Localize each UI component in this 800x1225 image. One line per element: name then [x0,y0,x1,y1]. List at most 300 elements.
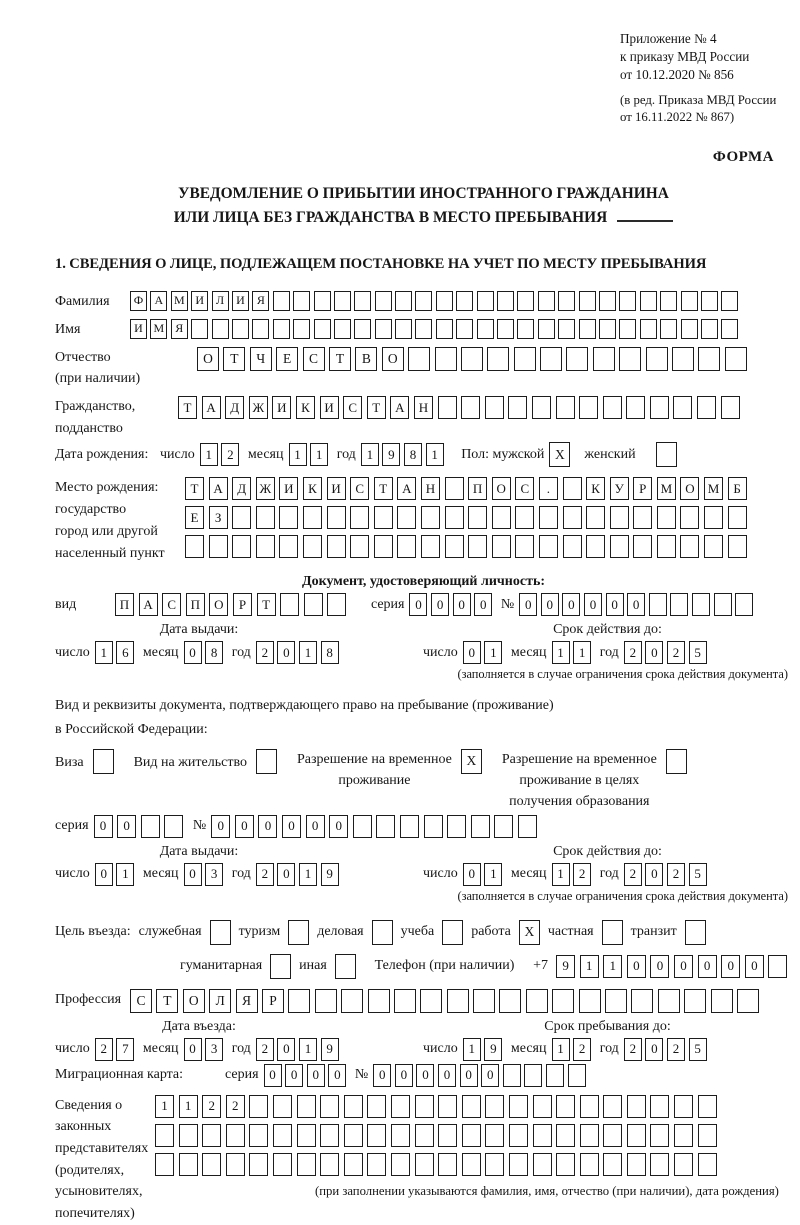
char-box[interactable]: 2 [667,641,685,664]
checkbox[interactable] [256,749,277,774]
char-box[interactable]: 0 [416,1064,434,1087]
char-box[interactable] [487,347,509,371]
char-box[interactable] [509,1124,528,1147]
char-box[interactable] [517,291,534,311]
char-box[interactable] [593,347,615,371]
char-box[interactable] [344,1153,363,1176]
char-box[interactable]: К [296,396,315,419]
char-box[interactable] [586,535,605,558]
char-box[interactable] [212,319,229,339]
char-box[interactable] [670,593,688,616]
char-box[interactable] [566,347,588,371]
char-box[interactable] [650,396,669,419]
char-box[interactable] [395,319,412,339]
char-box[interactable]: У [610,477,629,500]
char-box[interactable] [599,319,616,339]
char-box[interactable] [580,1124,599,1147]
char-box[interactable] [468,506,487,529]
char-box[interactable] [320,1153,339,1176]
char-box[interactable]: П [115,593,134,616]
char-box[interactable] [627,1095,646,1118]
char-box[interactable] [447,989,469,1013]
char-box[interactable] [728,506,747,529]
char-box[interactable]: В [355,347,377,371]
char-box[interactable] [179,1124,198,1147]
char-box[interactable] [619,347,641,371]
char-box[interactable] [279,535,298,558]
char-box[interactable] [701,291,718,311]
char-box[interactable] [293,291,310,311]
char-box[interactable] [698,1124,717,1147]
char-box[interactable] [445,535,464,558]
char-box[interactable] [627,1124,646,1147]
char-box[interactable]: Ж [256,477,275,500]
char-box[interactable]: 0 [235,815,254,838]
char-box[interactable] [367,1153,386,1176]
char-box[interactable]: 3 [205,863,223,886]
char-box[interactable]: А [390,396,409,419]
char-box[interactable] [376,815,395,838]
char-box[interactable] [375,291,392,311]
char-box[interactable]: 1 [289,443,307,466]
char-box[interactable]: Я [236,989,258,1013]
char-box[interactable] [728,535,747,558]
char-box[interactable]: 0 [373,1064,391,1087]
char-box[interactable]: С [303,347,325,371]
char-box[interactable] [391,1095,410,1118]
char-box[interactable] [232,535,251,558]
char-box[interactable]: 1 [95,641,113,664]
char-box[interactable]: 0 [117,815,136,838]
char-box[interactable]: 0 [645,863,663,886]
char-box[interactable]: 0 [481,1064,499,1087]
checkbox[interactable]: X [461,749,482,774]
char-box[interactable] [485,1124,504,1147]
char-box[interactable]: И [320,396,339,419]
char-box[interactable] [477,291,494,311]
char-box[interactable] [232,506,251,529]
char-box[interactable] [499,989,521,1013]
char-box[interactable] [461,396,480,419]
char-box[interactable] [698,1153,717,1176]
char-box[interactable]: 0 [95,863,113,886]
char-box[interactable]: 1 [484,863,502,886]
char-box[interactable] [468,535,487,558]
char-box[interactable] [524,1064,542,1087]
char-box[interactable] [684,989,706,1013]
char-box[interactable]: 0 [627,593,645,616]
char-box[interactable]: 1 [200,443,218,466]
char-box[interactable]: 0 [94,815,113,838]
char-box[interactable] [658,989,680,1013]
char-box[interactable]: Е [276,347,298,371]
char-box[interactable]: О [197,347,219,371]
char-box[interactable]: 0 [460,1064,478,1087]
char-box[interactable]: И [191,291,208,311]
checkbox[interactable] [602,920,623,945]
char-box[interactable] [341,989,363,1013]
char-box[interactable]: Т [178,396,197,419]
char-box[interactable] [674,1153,693,1176]
char-box[interactable] [462,1153,481,1176]
char-box[interactable] [515,535,534,558]
char-box[interactable] [603,1153,622,1176]
char-box[interactable]: О [382,347,404,371]
char-box[interactable] [397,535,416,558]
char-box[interactable] [492,535,511,558]
char-box[interactable] [462,1095,481,1118]
char-box[interactable]: 0 [674,955,693,978]
char-box[interactable] [374,506,393,529]
char-box[interactable] [297,1153,316,1176]
char-box[interactable]: 0 [606,593,624,616]
char-box[interactable] [711,989,733,1013]
char-box[interactable]: Е [185,506,204,529]
char-box[interactable] [514,347,536,371]
char-box[interactable] [533,1124,552,1147]
char-box[interactable] [447,815,466,838]
char-box[interactable] [485,1153,504,1176]
checkbox[interactable] [288,920,309,945]
char-box[interactable]: Б [728,477,747,500]
char-box[interactable] [698,1095,717,1118]
char-box[interactable]: 2 [202,1095,221,1118]
char-box[interactable]: 0 [721,955,740,978]
char-box[interactable] [539,506,558,529]
char-box[interactable] [320,1124,339,1147]
char-box[interactable] [461,347,483,371]
char-box[interactable] [344,1095,363,1118]
char-box[interactable]: К [303,477,322,500]
char-box[interactable]: Т [367,396,386,419]
char-box[interactable]: 0 [277,1038,295,1061]
char-box[interactable]: 9 [321,863,339,886]
char-box[interactable] [350,535,369,558]
char-box[interactable] [485,396,504,419]
char-box[interactable] [681,291,698,311]
char-box[interactable] [473,989,495,1013]
char-box[interactable]: 0 [307,1064,325,1087]
char-box[interactable] [619,319,636,339]
char-box[interactable] [674,1095,693,1118]
char-box[interactable] [179,1153,198,1176]
char-box[interactable]: 6 [116,641,134,664]
char-box[interactable]: 1 [116,863,134,886]
char-box[interactable]: 1 [299,1038,317,1061]
char-box[interactable] [538,319,555,339]
char-box[interactable]: 9 [321,1038,339,1061]
char-box[interactable]: 5 [689,1038,707,1061]
char-box[interactable] [672,347,694,371]
char-box[interactable] [735,593,753,616]
char-box[interactable] [503,1064,521,1087]
char-box[interactable] [297,1095,316,1118]
char-box[interactable]: . [539,477,558,500]
char-box[interactable] [226,1153,245,1176]
char-box[interactable]: А [150,291,167,311]
char-box[interactable] [273,291,290,311]
char-box[interactable]: Л [212,291,229,311]
char-box[interactable]: М [657,477,676,500]
char-box[interactable] [397,506,416,529]
char-box[interactable] [185,535,204,558]
char-box[interactable] [226,1124,245,1147]
char-box[interactable] [327,535,346,558]
char-box[interactable]: Ф [130,291,147,311]
char-box[interactable] [579,989,601,1013]
char-box[interactable] [552,989,574,1013]
char-box[interactable] [315,989,337,1013]
char-box[interactable] [155,1153,174,1176]
char-box[interactable] [714,593,732,616]
char-box[interactable] [415,1153,434,1176]
char-box[interactable]: 0 [541,593,559,616]
char-box[interactable] [279,506,298,529]
char-box[interactable]: 0 [329,815,348,838]
char-box[interactable]: 0 [698,955,717,978]
char-box[interactable]: 1 [463,1038,481,1061]
char-box[interactable] [374,535,393,558]
char-box[interactable]: С [130,989,152,1013]
char-box[interactable] [649,593,667,616]
char-box[interactable] [660,319,677,339]
char-box[interactable] [563,506,582,529]
char-box[interactable] [421,506,440,529]
char-box[interactable] [492,506,511,529]
char-box[interactable] [660,291,677,311]
char-box[interactable]: И [279,477,298,500]
char-box[interactable] [568,1064,586,1087]
char-box[interactable]: 1 [552,1038,570,1061]
char-box[interactable] [674,1124,693,1147]
char-box[interactable] [155,1124,174,1147]
char-box[interactable]: Т [156,989,178,1013]
char-box[interactable] [556,1124,575,1147]
char-box[interactable]: 0 [463,863,481,886]
char-box[interactable] [327,593,346,616]
title-blank-line[interactable] [617,207,673,222]
char-box[interactable] [517,319,534,339]
char-box[interactable] [558,319,575,339]
char-box[interactable] [497,291,514,311]
char-box[interactable] [304,593,323,616]
char-box[interactable]: 1 [603,955,622,978]
char-box[interactable] [704,506,723,529]
char-box[interactable]: 5 [689,863,707,886]
char-box[interactable] [646,347,668,371]
char-box[interactable]: 0 [395,1064,413,1087]
char-box[interactable]: Ж [249,396,268,419]
char-box[interactable]: 0 [453,593,471,616]
char-box[interactable] [692,593,710,616]
char-box[interactable] [436,291,453,311]
char-box[interactable]: Ч [250,347,272,371]
char-box[interactable]: 0 [650,955,669,978]
char-box[interactable]: И [232,291,249,311]
char-box[interactable]: 2 [95,1038,113,1061]
char-box[interactable]: И [130,319,147,339]
char-box[interactable] [350,506,369,529]
char-box[interactable] [424,815,443,838]
char-box[interactable] [456,319,473,339]
char-box[interactable] [619,291,636,311]
char-box[interactable] [509,1095,528,1118]
char-box[interactable]: 9 [484,1038,502,1061]
char-box[interactable] [563,477,582,500]
char-box[interactable] [191,319,208,339]
char-box[interactable] [249,1153,268,1176]
checkbox[interactable] [666,749,687,774]
char-box[interactable]: 1 [155,1095,174,1118]
char-box[interactable]: Д [225,396,244,419]
char-box[interactable] [375,319,392,339]
char-box[interactable] [603,1124,622,1147]
char-box[interactable] [415,291,432,311]
char-box[interactable] [633,535,652,558]
char-box[interactable] [650,1153,669,1176]
char-box[interactable]: И [272,396,291,419]
checkbox[interactable] [372,920,393,945]
char-box[interactable]: 0 [474,593,492,616]
char-box[interactable]: 0 [463,641,481,664]
char-box[interactable] [698,347,720,371]
char-box[interactable] [256,535,275,558]
checkbox[interactable] [685,920,706,945]
char-box[interactable]: 2 [624,863,642,886]
char-box[interactable]: 0 [328,1064,346,1087]
char-box[interactable] [141,815,160,838]
char-box[interactable] [627,1153,646,1176]
char-box[interactable] [650,1095,669,1118]
char-box[interactable]: 0 [519,593,537,616]
char-box[interactable] [436,319,453,339]
checkbox[interactable]: X [549,442,570,467]
char-box[interactable] [704,535,723,558]
char-box[interactable] [586,506,605,529]
char-box[interactable] [509,1153,528,1176]
char-box[interactable] [438,396,457,419]
checkbox[interactable] [210,920,231,945]
char-box[interactable] [415,319,432,339]
char-box[interactable] [631,989,653,1013]
char-box[interactable]: 2 [667,863,685,886]
char-box[interactable] [344,1124,363,1147]
char-box[interactable] [303,535,322,558]
char-box[interactable] [249,1124,268,1147]
char-box[interactable] [579,396,598,419]
char-box[interactable] [610,506,629,529]
char-box[interactable]: 1 [179,1095,198,1118]
char-box[interactable]: Р [262,989,284,1013]
char-box[interactable] [681,319,698,339]
char-box[interactable]: М [150,319,167,339]
char-box[interactable]: 2 [573,863,591,886]
char-box[interactable] [471,815,490,838]
char-box[interactable]: 0 [584,593,602,616]
char-box[interactable]: 1 [310,443,328,466]
char-box[interactable] [288,989,310,1013]
char-box[interactable]: Д [232,477,251,500]
char-box[interactable] [280,593,299,616]
char-box[interactable]: 1 [580,955,599,978]
char-box[interactable] [320,1095,339,1118]
char-box[interactable] [314,291,331,311]
char-box[interactable]: А [202,396,221,419]
char-box[interactable]: 2 [256,641,274,664]
char-box[interactable] [580,1095,599,1118]
char-box[interactable] [445,506,464,529]
char-box[interactable]: 9 [556,955,575,978]
char-box[interactable] [603,396,622,419]
char-box[interactable] [438,1124,457,1147]
char-box[interactable]: О [183,989,205,1013]
char-box[interactable] [599,291,616,311]
char-box[interactable]: С [162,593,181,616]
char-box[interactable]: И [327,477,346,500]
char-box[interactable]: 0 [184,1038,202,1061]
char-box[interactable]: 0 [184,641,202,664]
char-box[interactable]: С [515,477,534,500]
char-box[interactable]: 0 [409,593,427,616]
char-box[interactable]: М [704,477,723,500]
char-box[interactable]: 2 [256,1038,274,1061]
char-box[interactable] [640,291,657,311]
char-box[interactable] [494,815,513,838]
char-box[interactable]: 1 [552,863,570,886]
char-box[interactable]: Т [257,593,276,616]
char-box[interactable] [435,347,457,371]
char-box[interactable] [546,1064,564,1087]
char-box[interactable] [768,955,787,978]
char-box[interactable] [303,506,322,529]
char-box[interactable]: Я [171,319,188,339]
char-box[interactable] [579,291,596,311]
char-box[interactable] [408,347,430,371]
char-box[interactable]: 1 [573,641,591,664]
char-box[interactable] [420,989,442,1013]
char-box[interactable] [367,1124,386,1147]
char-box[interactable] [533,1153,552,1176]
char-box[interactable] [526,989,548,1013]
checkbox[interactable] [270,954,291,979]
char-box[interactable] [680,535,699,558]
char-box[interactable] [368,989,390,1013]
char-box[interactable] [538,291,555,311]
char-box[interactable]: 2 [573,1038,591,1061]
char-box[interactable]: С [343,396,362,419]
char-box[interactable] [327,506,346,529]
char-box[interactable]: К [586,477,605,500]
char-box[interactable] [725,347,747,371]
char-box[interactable] [273,1095,292,1118]
char-box[interactable]: 0 [438,1064,456,1087]
char-box[interactable]: 0 [645,641,663,664]
char-box[interactable]: 0 [277,863,295,886]
char-box[interactable]: Н [421,477,440,500]
char-box[interactable]: М [171,291,188,311]
char-box[interactable]: 2 [221,443,239,466]
char-box[interactable]: А [209,477,228,500]
char-box[interactable] [657,506,676,529]
char-box[interactable]: С [350,477,369,500]
char-box[interactable] [737,989,759,1013]
char-box[interactable] [650,1124,669,1147]
char-box[interactable] [485,1095,504,1118]
char-box[interactable] [297,1124,316,1147]
char-box[interactable]: Т [185,477,204,500]
char-box[interactable]: 2 [256,863,274,886]
char-box[interactable] [533,1095,552,1118]
